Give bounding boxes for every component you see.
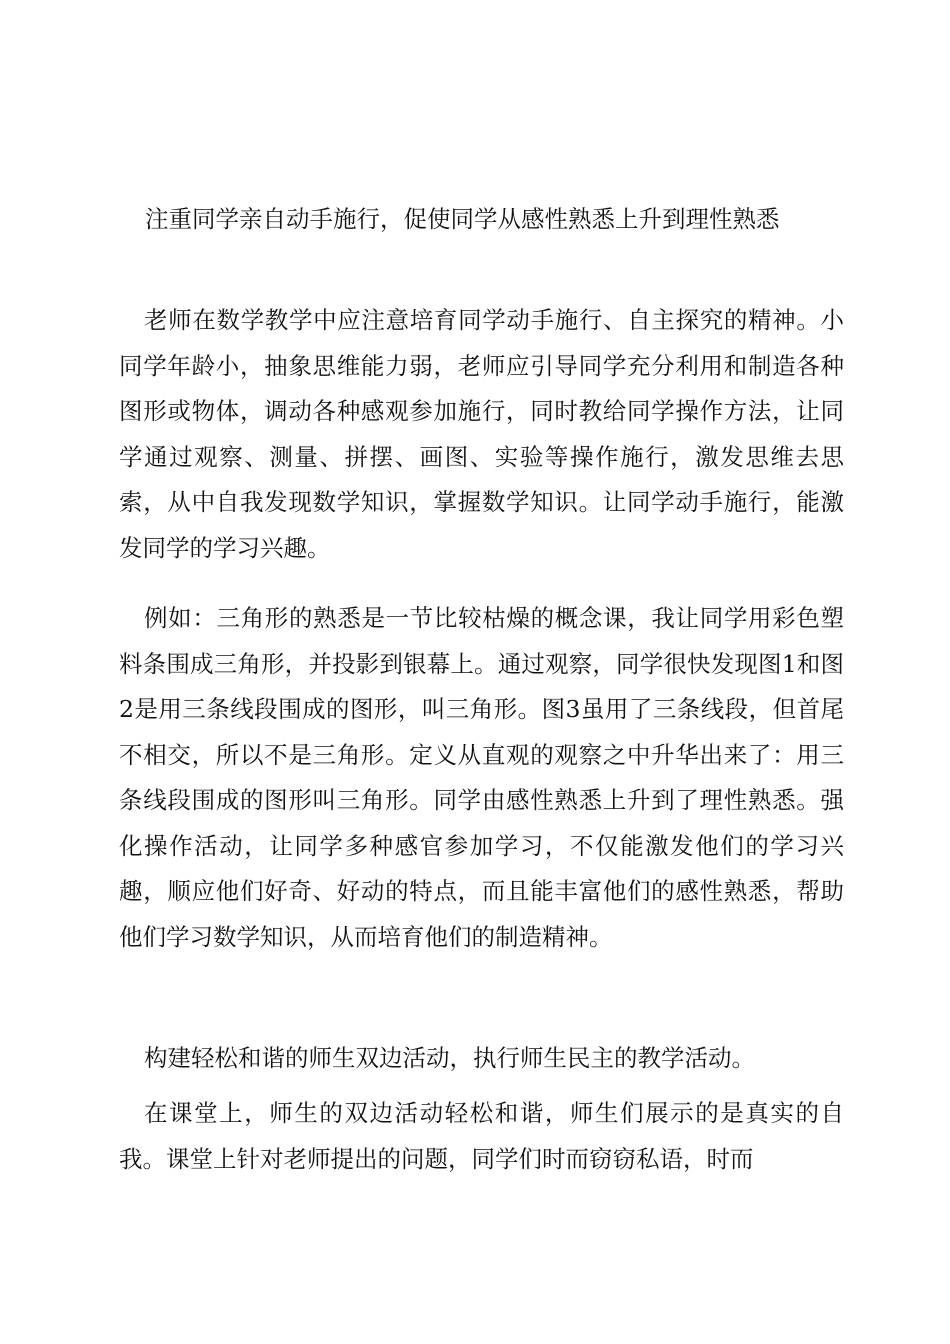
paragraph-classroom: 在课堂上，师生的双边活动轻松和谐，师生们展示的是真实的自我。课堂上针对老师提出的问题，同学们时而窃窃私语，时而 (119, 1099, 844, 1173)
paragraph-teacher-student-activity: 构建轻松和谐的师生双边活动，执行师生民主的教学活动。 (144, 1044, 755, 1072)
paragraph-hands-on-practice: 老师在数学教学中应注意培育同学动手施行、自主探究的精神。小同学年龄小，抽象思维能力弱，老师应引导同学充分利用和制造各种图形或物体，调动各种感观参加施行，同时教给同学操作方法，让同学通过观察、测量、拼摆、画图、实验等操作施行，激发思维去思索，从中自我发现数学知识，掌握数学知识。让同学动手施行，能激发同学的学习兴趣。 (119, 306, 844, 562)
paragraph-triangle-example: 例如：三角形的熟悉是一节比较枯燥的概念课，我让同学用彩色塑料条围成三角形，并投影到银幕上。通过观察，同学很快发现图1和图2是用三条线段围成的图形，叫三角形。图3虽用了三条线段，但首尾不相交，所以不是三角形。定义从直观的观察之中升华出来了：用三条线段围成的图形叫三角形。同学由感性熟悉上升到了理性熟悉。强化操作活动，让同学多种感官参加学习，不仅能激发他们的学习兴趣，顺应他们好奇、好动的特点，而且能丰富他们的感性熟悉，帮助他们学习数学知识，从而培育他们的制造精神。 (119, 604, 844, 951)
section-heading: 注重同学亲自动手施行，促使同学从感性熟悉上升到理性熟悉 (145, 205, 780, 233)
